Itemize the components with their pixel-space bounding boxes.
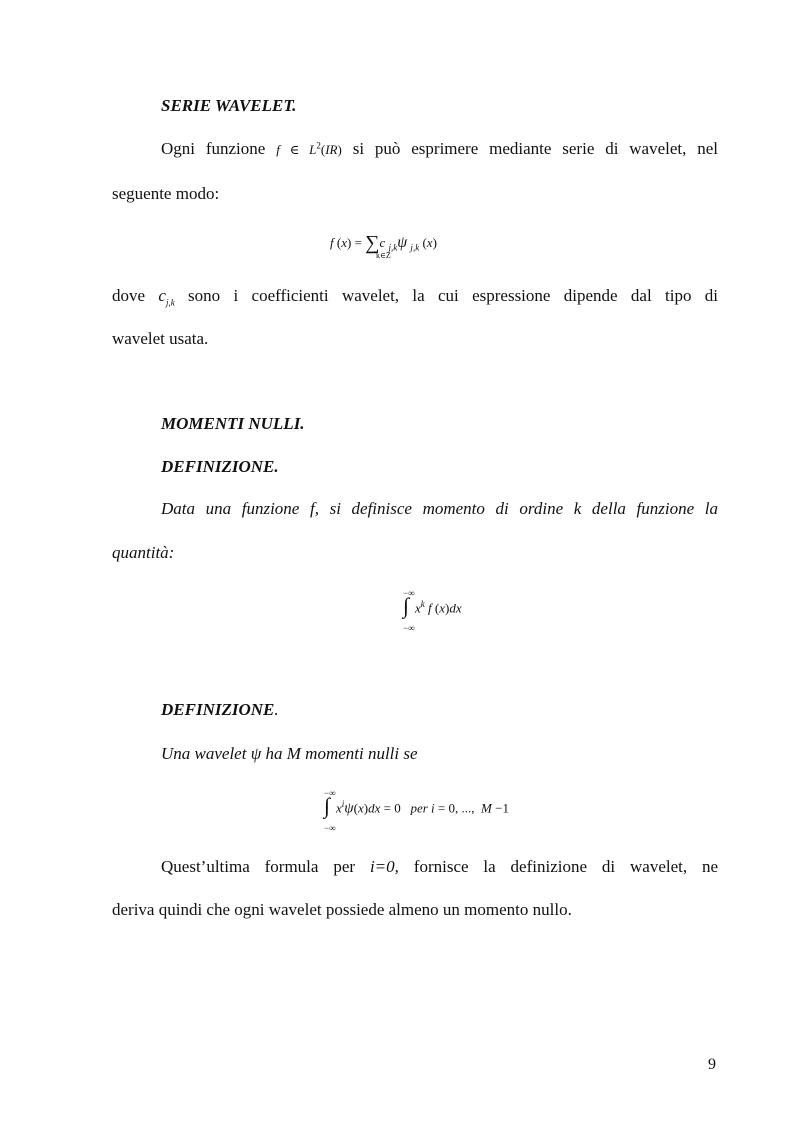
paragraph-serie-line2: seguente modo: (112, 184, 220, 203)
text-italic: i=0, (369, 857, 399, 876)
integral-lower-limit: −∞ (324, 823, 336, 833)
integrand: $x^k$ f (x)dx (415, 599, 462, 616)
final-paragraph-line2: deriva quindi che ogni wavelet possiede almeno un momento nullo. (112, 900, 572, 919)
text-end: si può esprimere mediante serie di wavelet, nel (352, 139, 719, 158)
heading-text: DEFINIZIONE (161, 700, 275, 719)
inline-math-l2: f ∈ $L^2(IR)$ (276, 140, 342, 157)
text-dove: dove (112, 286, 146, 305)
coef-symbol: $c_{j,k}$ (158, 286, 175, 308)
paragraph-coefficients-line1 (112, 286, 718, 307)
formula-sum-index: k∈Z (376, 251, 391, 260)
text-start: Quest’ultima formula per (161, 857, 356, 876)
formula-moment (400, 588, 490, 638)
heading-momenti-nulli: MOMENTI NULLI. (161, 414, 305, 433)
integral-upper-limit: −∞ (324, 788, 336, 798)
text-start: Ogni funzione (161, 139, 266, 158)
heading-definizione-2 (161, 700, 279, 720)
definition-2-line1: Una wavelet ψ ha M momenti nulli se (161, 744, 418, 763)
final-paragraph-line1 (161, 857, 718, 877)
definition-1-line1: Data una funzione f, si definisce momento di ordine k della funzione la (161, 499, 718, 518)
heading-dot: . (274, 700, 279, 719)
integral-sign: ∫ (403, 593, 410, 618)
heading-definizione-1: DEFINIZIONE. (161, 457, 279, 476)
text-end: fornisce la definizione di wavelet, ne (413, 857, 719, 876)
paragraph-serie-line1 (161, 139, 718, 159)
text-coef-desc: sono i coefficienti wavelet, la cui espressione dipende dal tipo di (188, 286, 719, 305)
formula-wavelet-series: f (x) = ∑c $_{j,k}$ψ $_{j,k}$ (x) (330, 232, 437, 254)
integral-upper-limit: −∞ (403, 588, 415, 598)
heading-serie-wavelet: SERIE WAVELET. (161, 96, 297, 115)
definition-1-line2: quantità: (112, 543, 175, 562)
integrand: $x^i\psi(x)dx = 0$ per i = 0, ..., M −1 (336, 799, 509, 817)
formula-vanishing-moments (321, 788, 581, 838)
integral-lower-limit: −∞ (403, 623, 415, 633)
page-number: 9 (708, 1056, 716, 1073)
integral-sign: ∫ (324, 793, 331, 818)
paragraph-coefficients-line2: wavelet usata. (112, 329, 209, 348)
